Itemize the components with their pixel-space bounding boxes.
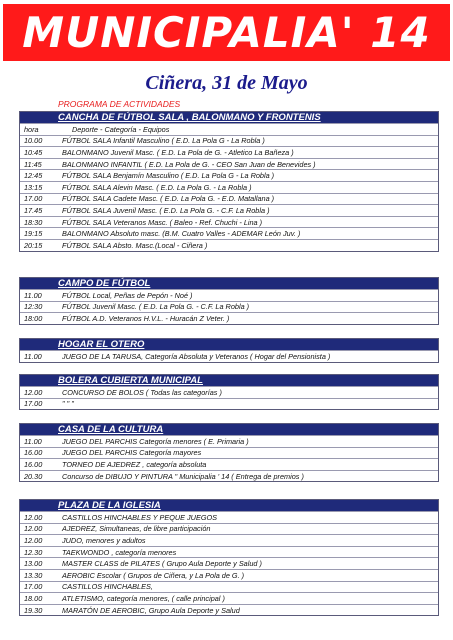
row-activity: TAEKWONDO , categoría menores — [62, 547, 177, 557]
row-time: 16.00 — [24, 448, 43, 458]
row-time: 18:30 — [24, 217, 43, 227]
row-time: 20:15 — [24, 240, 43, 250]
row-activity: CONCURSO DE BOLOS ( Todas las categorías ) — [62, 387, 222, 397]
table-row — [20, 398, 438, 410]
section-bolera — [19, 374, 439, 410]
table-row — [20, 569, 438, 581]
table-row — [20, 227, 438, 239]
table-row — [20, 581, 438, 593]
row-time: 19:15 — [24, 229, 43, 239]
row-time: 16.00 — [24, 459, 43, 469]
row-time: 11.00 — [24, 436, 42, 446]
title-banner — [3, 4, 450, 61]
row-activity: JUEGO DEL PARCHIS Categoría mayores — [62, 448, 202, 458]
row-time: 17.00 — [24, 194, 43, 204]
section-campo-futbol — [19, 277, 439, 325]
row-activity: JUEGO DEL PARCHIS Categoría menores ( E. Primaria ) — [62, 436, 249, 446]
row-time: 12.00 — [24, 512, 43, 522]
row-time: 10.00 — [24, 136, 43, 146]
row-activity: FÚTBOL SALA Infantil Masculino ( E.D. La Pola G - La Robla ) — [62, 136, 265, 146]
table-row — [20, 289, 438, 301]
row-activity: JUEGO DE LA TARUSA, Categoría Absoluta y Veteranos ( Hogar del Pensionista ) — [62, 351, 331, 361]
event-date: Ciñera, 31 de Mayo — [145, 72, 308, 94]
row-time: 19.30 — [24, 605, 43, 615]
table-row — [20, 301, 438, 313]
row-time: 17.00 — [24, 582, 43, 592]
row-activity: AJEDREZ, Simultaneas, de libre participación — [62, 524, 211, 534]
row-time: 13.30 — [24, 570, 43, 580]
table-row — [20, 158, 438, 170]
table-row — [20, 216, 438, 228]
table-row — [20, 546, 438, 558]
section-heading: CAMPO DE FÚTBOL — [20, 278, 438, 289]
table-header-row — [20, 123, 438, 135]
row-time: 17.45 — [24, 205, 43, 215]
table-row — [20, 604, 438, 616]
row-activity: MASTER CLASS de PILATES ( Grupo Aula Deporte y Salud ) — [62, 559, 262, 569]
table-row — [20, 447, 438, 459]
row-time: 13.00 — [24, 559, 43, 569]
row-activity: BALONMANO Juvenil Masc. ( E.D. La Pola de G. - Atletico La Bañeza ) — [62, 147, 294, 157]
row-time: 12.00 — [24, 524, 43, 534]
section-hogar-otero — [19, 338, 439, 363]
table-row — [20, 386, 438, 398]
table-row — [20, 146, 438, 158]
section-heading: PLAZA DE LA IGLESIA — [20, 500, 438, 511]
section-heading: CASA DE LA CULTURA — [20, 424, 438, 435]
row-time: 11.00 — [24, 290, 42, 300]
table-row — [20, 350, 438, 362]
section-heading: HOGAR EL OTERO — [20, 339, 438, 350]
row-time: 11:45 — [24, 159, 42, 169]
row-activity: BALONMANO INFANTIL ( E.D. La Pola de G. - CEO San Juan de Benevides ) — [62, 159, 316, 169]
table-row — [20, 204, 438, 216]
row-activity: FÚTBOL SALA Alevin Masc. ( E.D. La Pola G. - La Robla ) — [62, 182, 252, 192]
row-activity: Concurso de DIBUJO Y PINTURA " Municipalia ' 14 ( Entrega de premios ) — [62, 471, 304, 481]
program-label: PROGRAMA DE ACTIVIDADES — [58, 99, 181, 109]
activity-column-header: Deporte - Categoría - Equipos — [72, 124, 170, 134]
row-time: 12.00 — [24, 387, 43, 397]
table-row — [20, 135, 438, 147]
row-activity: FÚTBOL SALA Veteranos Masc. ( Baleo - Ref. Chuchi - Lina ) — [62, 217, 263, 227]
row-activity: FÚTBOL Juvenil Masc. ( E.D. La Pola G. - C.F. La Robla ) — [62, 302, 250, 312]
section-heading: BOLERA CUBIERTA MUNICIPAL — [20, 375, 438, 386]
row-time: 12.00 — [24, 535, 43, 545]
section-casa-cultura — [19, 423, 439, 482]
row-time: 20.30 — [24, 471, 43, 481]
row-activity: ATLETISMO, categoría menores, ( calle principal ) — [62, 593, 225, 603]
row-time: 12:45 — [24, 171, 43, 181]
table-row — [20, 592, 438, 604]
table-row — [20, 193, 438, 205]
row-activity: FÚTBOL Local, Peñas de Pepón - Noé ) — [62, 290, 193, 300]
row-time: 12:30 — [24, 302, 43, 312]
table-row — [20, 312, 438, 324]
row-activity: TORNEO DE AJEDREZ , categoría absoluta — [62, 459, 207, 469]
row-activity: CASTILLOS HINCHABLES Y PEQUE JUEGOS — [62, 512, 218, 522]
section-plaza-iglesia — [19, 499, 439, 616]
row-time: 12.30 — [24, 547, 43, 557]
row-time: 18.00 — [24, 593, 43, 603]
row-time: 18:00 — [24, 313, 43, 323]
row-activity: AEROBIC Escolar ( Grupos de Ciñera, y La Pola de G. ) — [62, 570, 245, 580]
row-time: 13:15 — [24, 182, 43, 192]
row-time: 17.00 — [24, 399, 43, 409]
table-row — [20, 458, 438, 470]
row-activity: BALONMANO Absoluto masc. (B.M. Cuatro Valles - ADEMAR León Juv. ) — [62, 229, 301, 239]
row-activity: CASTILLOS HINCHABLES, — [62, 582, 153, 592]
table-row — [20, 557, 438, 569]
row-time: 11.00 — [24, 351, 42, 361]
table-row — [20, 511, 438, 523]
row-activity: JUDO, menores y adultos — [62, 535, 146, 545]
row-activity: FÚTBOL SALA Juvenil Masc. ( E.D. La Pola G. - C.F. La Robla ) — [62, 205, 270, 215]
table-row — [20, 523, 438, 535]
table-row — [20, 169, 438, 181]
page-title: MUNICIPALIA' 14 — [22, 8, 431, 57]
hour-column-header: hora — [24, 124, 39, 134]
table-row — [20, 470, 438, 482]
row-activity: FÚTBOL SALA Absto. Masc.(Local - Ciñera ) — [62, 240, 208, 250]
table-row — [20, 181, 438, 193]
row-activity: MARATÓN DE AEROBIC, Grupo Aula Deporte y Salud — [62, 605, 240, 615]
table-row — [20, 534, 438, 546]
table-row — [20, 435, 438, 447]
section-heading: CANCHA DE FÚTBOL SALA , BALONMANO Y FRONTENIS — [20, 112, 438, 123]
row-activity: FÚTBOL SALA Benjamín Masculino ( E.D. La Pola G - La Robla ) — [62, 171, 275, 181]
row-activity: " " " — [62, 399, 74, 409]
row-activity: FÚTBOL A.D. Veteranos H.V.L. - Huracán Z Veter. ) — [62, 313, 230, 323]
row-time: 10:45 — [24, 147, 43, 157]
row-activity: FÚTBOL SALA Cadete Masc. ( E.D. La Pola G. - E.D. Matallana ) — [62, 194, 275, 204]
section-cancha — [19, 111, 439, 252]
table-row — [20, 239, 438, 251]
